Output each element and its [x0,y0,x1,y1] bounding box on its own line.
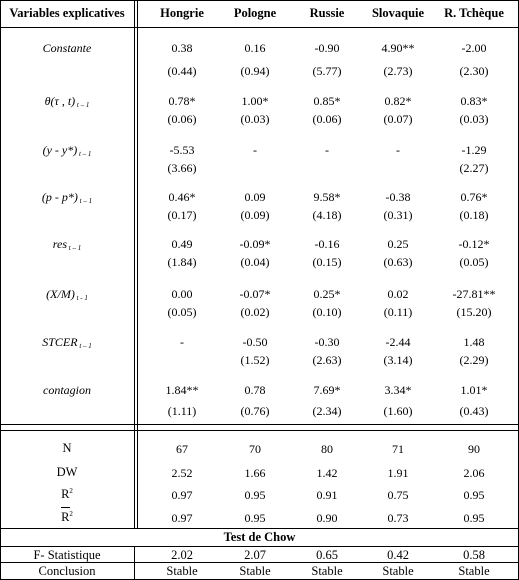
variable-column-divider [134,0,135,528]
chow-value: Stable [311,564,343,578]
std-error-cell: (0.18) [459,208,489,222]
std-error-cell: (0.06) [167,112,197,126]
statistic-value: 0.95 [463,511,485,525]
variable-symbol: (p - p*) [41,190,78,204]
statistic-value: 71 [392,442,404,456]
std-error-cell: (0.09) [240,208,270,222]
variable-name [0,190,134,208]
statistic-superscript: 2 [69,487,73,495]
std-error-cell: (0.15) [312,255,342,269]
variable-name [0,143,134,161]
variable-symbol: Constante [42,41,92,55]
std-error-cell: (0.44) [167,64,197,78]
statistic-value: 2.52 [171,466,193,480]
coefficient-cell: 0.76* [460,190,488,204]
std-error-cell: (0.94) [240,64,270,78]
statistic-value: 2.06 [463,466,485,480]
statistic-value: 0.97 [171,511,193,525]
coefficient-cell: 1.84** [165,383,199,397]
statistic-value: 90 [468,442,480,456]
chow-test-title: Test de Chow [223,530,296,544]
variable-symbol: (y - y*) [42,143,78,157]
coefficient-cell: -0.07* [239,287,271,301]
header-country: Slovaquie [371,6,425,20]
coefficient-cell: 0.82* [384,94,412,108]
coefficient-cell: 7.69* [313,383,341,397]
coefficient-cell: 9.58* [313,190,341,204]
std-error-cell: (0.17) [167,208,197,222]
statistic-value: 1.42 [316,466,338,480]
statistic-value: 0.75 [387,488,409,502]
statistic-symbol: R [61,487,70,501]
std-error-cell: (0.02) [240,305,270,319]
variable-lag-subscript: t – 1 [77,197,93,205]
std-error-cell: (0.11) [383,305,413,319]
coefficient-cell: 3.34* [384,383,412,397]
chow-value: 0.42 [387,548,409,562]
coefficient-cell: 0.78* [168,94,196,108]
coefficient-cell: -0.09* [239,237,271,251]
variable-name [0,237,134,255]
chow-title-top [0,528,519,529]
statistic-label [0,465,134,480]
statistic-value: 0.95 [244,511,266,525]
coefficient-cell: 0.78 [244,383,266,397]
variable-lag-subscript: t – 1 [75,101,90,109]
statistic-symbol: DW [56,465,78,479]
coefficient-cell: 0.25* [313,287,341,301]
chow-value: 0.65 [316,548,338,562]
coefficient-cell: -2.00 [461,41,487,55]
statistic-value: 0.91 [316,488,338,502]
coefficient-cell: 0.83* [460,94,488,108]
statistic-symbol: R [61,510,69,524]
variable-symbol: STCER [42,335,78,349]
coefficient-cell: -0.50 [242,335,268,349]
coefficient-cell: 1.00* [241,94,269,108]
statistic-value: 0.73 [387,511,409,525]
variable-lag-subscript: t – 1 [77,342,92,350]
variable-symbol: (X/M) [46,287,75,301]
statistic-value: 67 [176,442,188,456]
chow-label-divider [134,546,135,580]
std-error-cell: (1.60) [383,404,413,418]
coefficient-cell: 0.16 [244,41,266,55]
std-error-cell: (2.63) [312,353,342,367]
coefficient-cell: 4.90** [381,41,415,55]
std-error-cell: (2.73) [383,64,413,78]
statistic-superscript: 2 [69,510,73,518]
coefficient-cell: 0.25 [387,237,409,251]
statistic-label [0,487,134,502]
coefficient-cell: -0.30 [314,335,340,349]
chow-row-divider [0,562,519,563]
coefficient-cell: 1.48 [463,335,485,349]
variable-symbol: res [52,237,68,251]
statistic-symbol: N [62,441,72,455]
std-error-cell: (0.05) [167,305,197,319]
variable-name [0,41,134,55]
statistic-label [0,441,134,456]
std-error-cell: (0.63) [383,255,413,269]
std-error-cell: (3.14) [383,353,413,367]
coefficient-cell: -1.29 [461,143,487,157]
variable-name [0,287,134,305]
header-country: Russie [309,6,345,20]
coefficient-cell: 0.49 [171,237,193,251]
coefficient-cell: 0.85* [313,94,341,108]
std-error-cell: (0.06) [312,112,342,126]
header-country: Pologne [233,6,277,20]
std-error-cell: (0.76) [240,404,270,418]
statistic-value: 0.95 [463,488,485,502]
std-error-cell: (2.30) [459,64,489,78]
coefficient-cell: 0.09 [244,190,266,204]
std-error-cell: (0.05) [459,255,489,269]
variable-name [0,94,134,112]
coefficient-cell: - [325,143,329,157]
coefficient-cell: 0.38 [171,41,193,55]
chow-row-label: Conclusion [38,564,96,578]
std-error-cell: (0.03) [459,112,489,126]
adjusted-bar [61,507,70,508]
coefficient-cell: -5.53 [169,143,195,157]
coefficient-cell: -0.90 [314,41,340,55]
chow-row-label: F- Statistique [33,548,101,562]
std-error-cell: (1.84) [167,255,197,269]
std-error-cell: (2.34) [312,404,342,418]
std-error-cell: (0.10) [312,305,342,319]
coefficient-cell: -0.38 [385,190,411,204]
statistic-value: 1.66 [244,466,266,480]
coefficient-cell: 0.46* [168,190,196,204]
chow-value: 2.02 [171,548,193,562]
coefficient-cell: 0.02 [387,287,409,301]
chow-title-bottom [0,546,519,547]
chow-value: 2.07 [244,548,266,562]
statistic-label [0,510,134,525]
statistic-value: 0.95 [244,488,266,502]
variable-lag-subscript: t - 1 [74,294,88,302]
std-error-cell: (3.66) [167,161,197,175]
statistic-value: 0.90 [316,511,338,525]
chow-value: Stable [166,564,198,578]
coefficient-cell: -2.44 [385,335,411,349]
std-error-cell: (0.31) [383,208,413,222]
std-error-cell: (5.77) [312,64,342,78]
variable-column-divider-double [137,0,138,528]
variable-lag-subscript: t – 1 [67,244,82,252]
variable-lag-subscript: t – 1 [77,150,92,158]
std-error-cell: (0.43) [459,404,489,418]
header-variables: Variables explicatives [9,6,125,20]
std-error-cell: (0.04) [240,255,270,269]
statistic-value: 0.97 [171,488,193,502]
coefficient-cell: 0.00 [171,287,193,301]
coefficient-cell: 1.01* [460,383,488,397]
coef-stats-divider-double [0,430,519,431]
coefficient-cell: - [253,143,257,157]
statistic-value: 1.91 [387,466,409,480]
statistic-value: 70 [249,442,261,456]
coefficient-cell: - [396,143,400,157]
std-error-cell: (2.29) [459,353,489,367]
std-error-cell: (1.11) [167,404,197,418]
chow-value: Stable [458,564,490,578]
coef-stats-divider [0,424,519,425]
coefficient-cell: -0.12* [458,237,490,251]
header-country: Hongrie [160,6,204,20]
chow-value: 0.58 [463,548,485,562]
coefficient-cell: - [180,335,184,349]
chow-value: Stable [382,564,414,578]
std-error-cell: (4.18) [312,208,342,222]
variable-symbol: θ(τ , t) [44,94,76,108]
header-divider [0,27,519,28]
variable-name [0,383,134,397]
std-error-cell: (1.52) [240,353,270,367]
statistic-value: 80 [321,442,333,456]
coefficient-cell: -0.16 [314,237,340,251]
chow-value: Stable [239,564,271,578]
header-country: R. Tchèque [444,6,504,20]
coefficient-cell: -27.81** [452,287,496,301]
std-error-cell: (2.27) [459,161,489,175]
std-error-cell: (0.07) [383,112,413,126]
std-error-cell: (0.03) [240,112,270,126]
variable-symbol: contagion [43,383,91,397]
variable-name [0,335,134,353]
std-error-cell: (15.20) [456,305,492,319]
